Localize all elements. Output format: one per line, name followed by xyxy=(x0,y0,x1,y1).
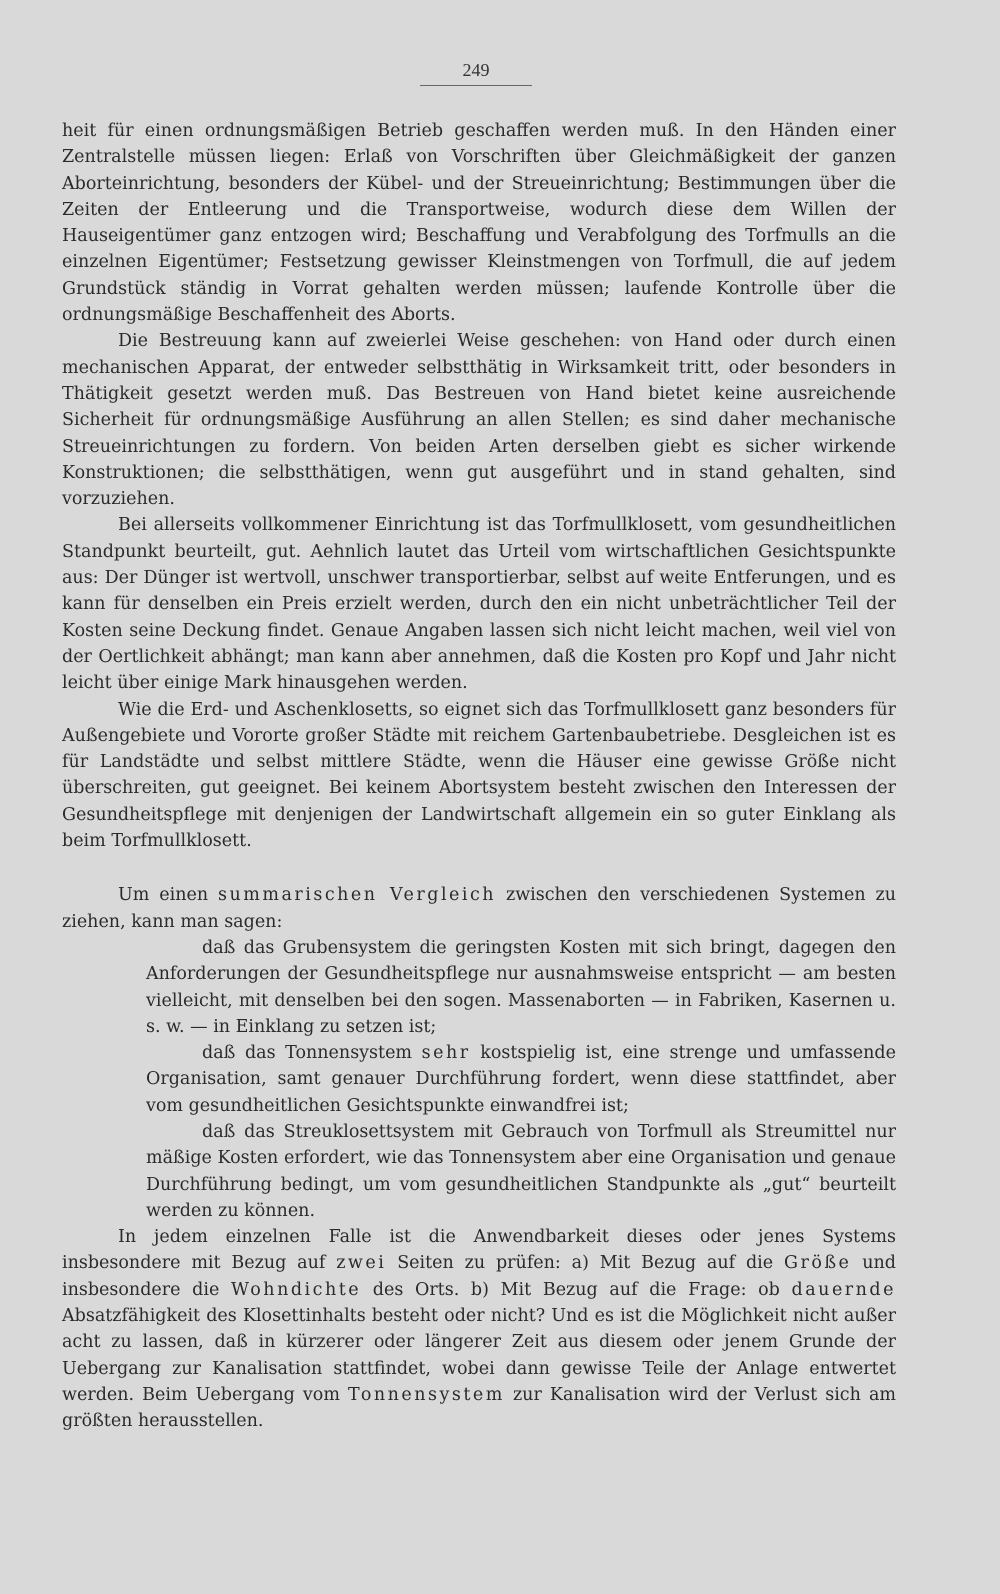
text-run: des Orts. b) Mit Bezug auf die Frage: ob xyxy=(361,1279,792,1300)
paragraph-1: heit für einen ordnungsmäßigen Betrieb geschaffen werden muß. In den Händen einer Zentralstelle müssen liegen: Erlaß von Vorschriften über Gleichmäßigkeit der ganzen Aborteinrichtung, besonders der Kübel- und der Streueinrichtung; Bestimmungen über die Zeiten der Entleerung und die Transportweise, wodurch diese dem Willen der Hauseigentümer ganz entzogen wird; Beschaffung und Verabfolgung des Torfmulls an die einzelnen Eigentümer; Festsetzung gewisser Kleinstmengen von Torfmull, die auf jedem Grundstück ständig in Vorrat gehalten werden müssen; laufende Kontrolle über die ordnungsmäßige Beschaffenheit des Aborts. xyxy=(62,121,896,326)
emphasized-text: sehr xyxy=(421,1043,471,1064)
text-run: Um einen xyxy=(118,885,219,906)
paragraph-4: Wie die Erd- und Aschenklosetts, so eignet sich das Torfmullklosett ganz besonders für Außengebiete und Vororte großer Städte mit reichem Gartenbaubetriebe. Desgleichen ist es für Landstädte und selbst mittlere Städte, wenn die Häuser eine gewisse Größe nicht überschreiten, gut geeignet. Bei keinem Abortsystem besteht zwischen den Interessen der Gesundheitspflege mit denjenigen der Landwirtschaft allgemein ein so guter Einklang als beim Torfmullklosett. xyxy=(62,699,896,852)
text-run: und insbesondere die xyxy=(62,1253,896,1300)
paragraph-6 xyxy=(62,1224,896,1434)
text-run: zwischen den verschiedenen Systemen zu ziehen, kann man sagen: xyxy=(62,885,896,932)
text-run: kostspielig ist, eine strenge und umfassende Organisation, samt genauer Durchführung fordert, wenn diese stattfindet, aber vom gesundheitlichen Gesichtspunkte einwandfrei ist; xyxy=(146,1043,896,1116)
list-item-2 xyxy=(146,1040,896,1119)
list-item-1: daß das Grubensystem die geringsten Kosten mit sich bringt, dagegen den Anforderungen der Gesundheitspflege nur ausnahmsweise entspricht — am besten vielleicht, mit denselben bei den sogen. Massenaborten — in Fabriken, Kasernen u. s. w. — in Einklang zu setzen ist; xyxy=(146,937,896,1037)
text-run: Absatzfähigkeit des Klosettinhalts besteht oder nicht? Und es ist die Möglichkeit nicht außer acht zu lassen, daß in kürzerer oder längerer Zeit aus diesem oder jenem Grunde der Uebergang zur Kanalisation stattfindet, wobei dann gewisse Teile der Anlage entwertet werden. Beim Uebergang vom xyxy=(62,1306,896,1405)
text-run: In jedem einzelnen Falle ist die Anwendbarkeit dieses oder jenes Systems insbesondere mit Bezug auf xyxy=(62,1227,896,1274)
emphasized-text: summarischen Vergleich xyxy=(218,885,497,906)
paragraph-3: Bei allerseits vollkommener Einrichtung ist das Torfmullklosett, vom gesundheitlichen Standpunkt beurteilt, gut. Aehnlich lautet das Urteil vom wirtschaftlichen Gesichtspunkte aus: Der Dünger ist wertvoll, unschwer transportierbar, selbst auf weite Entferungen, und es kann für denselben ein Preis erzielt werden, durch den ein nicht unbeträchtlicher Teil der Kosten seine Deckung findet. Genaue Angaben lassen sich nicht leicht machen, weil viel von der Oertlichkeit abhängt; man kann aber annehmen, daß die Kosten pro Kopf und Jahr nicht leicht über einige Mark hinausgehen werden. xyxy=(62,515,896,694)
emphasized-text: Größe xyxy=(783,1253,852,1274)
text-run: daß das Tonnensystem xyxy=(202,1043,422,1064)
text-run: Seiten zu prüfen: a) Mit Bezug auf die xyxy=(386,1253,784,1274)
list-item-3: daß das Streuklosettsystem mit Gebrauch von Torfmull als Streumittel nur mäßige Kosten erfordert, wie das Tonnensystem aber eine Organisation und genaue Durchführung bedingt, um vom gesundheitlichen Standpunkte als „gut“ beurteilt werden zu können. xyxy=(146,1121,896,1221)
emphasized-text: dauernde xyxy=(791,1279,896,1300)
page-number: 249 xyxy=(420,60,532,86)
emphasized-text: Wohndichte xyxy=(230,1279,362,1300)
emphasized-text: zwei xyxy=(336,1253,387,1274)
text-run: zur Kanalisation wird der Verlust sich am größten herausstellen. xyxy=(62,1384,896,1432)
section-gap xyxy=(62,854,896,882)
body-text xyxy=(62,118,896,1435)
emphasized-text: Tonnensystem xyxy=(348,1384,505,1405)
paragraph-5 xyxy=(62,882,896,935)
paragraph-2: Die Bestreuung kann auf zweierlei Weise geschehen: von Hand oder durch einen mechanischen Apparat, der entweder selbstthätig in Wirksamkeit tritt, oder besonders in Thätigkeit gesetzt werden muß. Das Bestreuen von Hand bietet keine ausreichende Sicherheit für ordnungsmäßige Ausführung an allen Stellen; es sind daher mechanische Streueinrichtungen zu fordern. Von beiden Arten derselben giebt es sicher wirkende Konstruktionen; die selbstthätigen, wenn gut ausgeführt und in stand gehalten, sind vorzuziehen. xyxy=(62,331,896,510)
